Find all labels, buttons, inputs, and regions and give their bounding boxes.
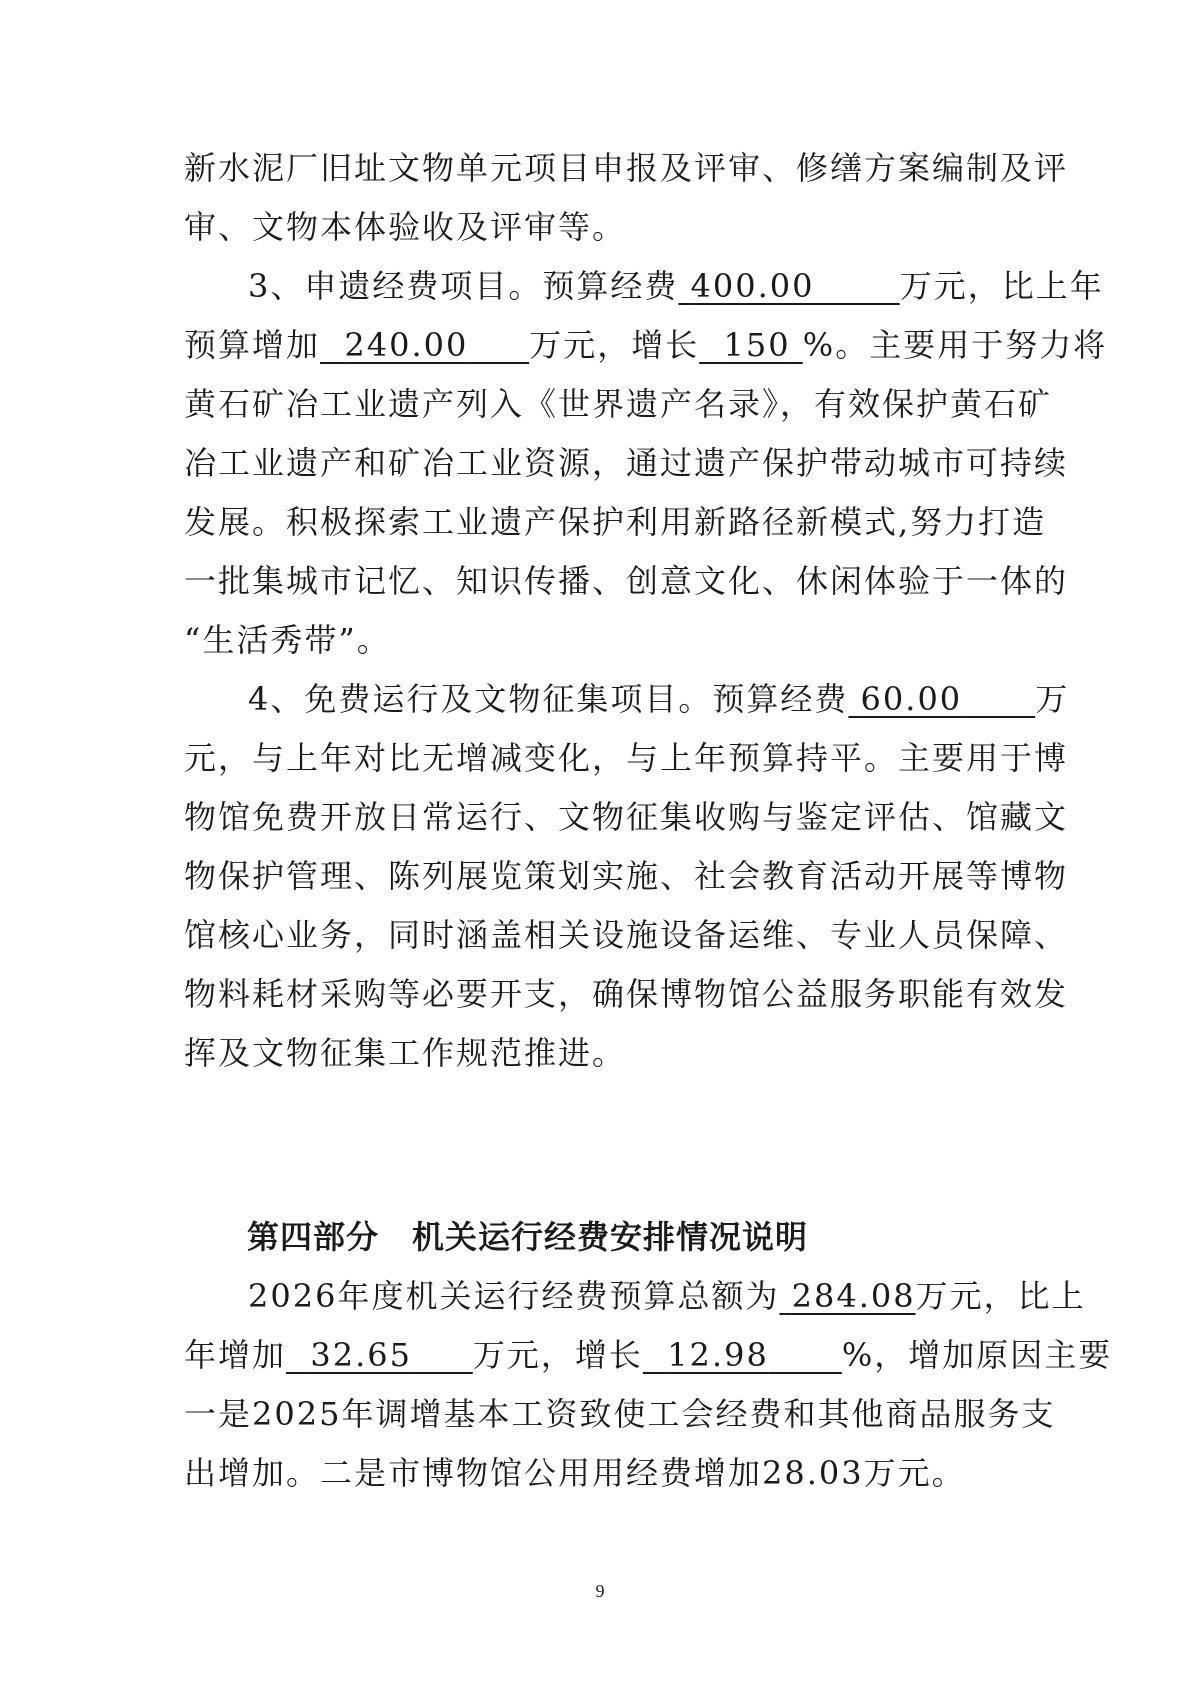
text-line: 一是2025年调增基本工资致使工会经费和其他商品服务支 [184, 1395, 1056, 1433]
text-line: 物馆免费开放日常运行、文物征集收购与鉴定评估、馆藏文 [184, 798, 1069, 836]
text-line: 挥及文物征集工作规范推进。 [184, 1034, 627, 1072]
text-line: 3、申遗经费项目。预算经费 400.00 万元，比上年 [248, 267, 1104, 305]
total-blank: 284.08 [791, 1277, 916, 1315]
text-line: 冶工业遗产和矿冶工业资源，通过遗产保护带动城市可持续 [184, 444, 1069, 482]
increase-blank: 32.65 [310, 1336, 412, 1374]
document-body [184, 148, 1108, 1073]
growth-blank: 150 [723, 326, 791, 364]
text-line: 发展。积极探索工业遗产保护利用新路径新模式,努力打造 [184, 503, 1047, 541]
growth-blank: 12.98 [667, 1336, 769, 1374]
text-line: 审、文物本体验收及评审等。 [184, 208, 627, 246]
text-line: 出增加。二是市博物馆公用用经费增加28.03万元。 [184, 1454, 966, 1492]
text-line: 一批集城市记忆、知识传播、创意文化、休闲体验于一体的 [184, 562, 1069, 600]
text-line: “生活秀带”。 [184, 621, 391, 659]
increase-blank: 240.00 [344, 326, 469, 364]
text-line: 新水泥厂旧址文物单元项目申报及评审、修缮方案编制及评 [184, 149, 1069, 187]
text-line: 4、免费运行及文物征集项目。预算经费 60.00 万 [248, 680, 1070, 718]
text-line: 物保护管理、陈列展览策划实施、社会教育活动开展等博物 [184, 857, 1069, 895]
text-line: 馆核心业务，同时涵盖相关设施设备运维、专业人员保障、 [184, 916, 1069, 954]
budget-blank: 60.00 [860, 680, 963, 718]
text-line: 元，与上年对比无增减变化，与上年预算持平。主要用于博 [184, 739, 1069, 777]
text-line: 预算增加 240.00 万元，增长 150 %。主要用于努力将 [184, 326, 1108, 364]
section-body [184, 1276, 1113, 1493]
text-line: 物料耗材采购等必要开支，确保博物馆公益服务职能有效发 [184, 975, 1069, 1013]
budget-blank: 400.00 [690, 267, 815, 305]
text-line: 黄石矿冶工业遗产列入《世界遗产名录》，有效保护黄石矿 [184, 385, 1053, 423]
section-heading: 第四部分 机关运行经费安排情况说明 [247, 1218, 809, 1256]
text-line: 年增加 32.65 万元，增长 12.98 %，增加原因主要 [184, 1336, 1113, 1374]
text-line: 2026年度机关运行经费预算总额为 284.08万元，比上 [248, 1277, 1086, 1315]
page-number: 9 [595, 1581, 605, 1601]
